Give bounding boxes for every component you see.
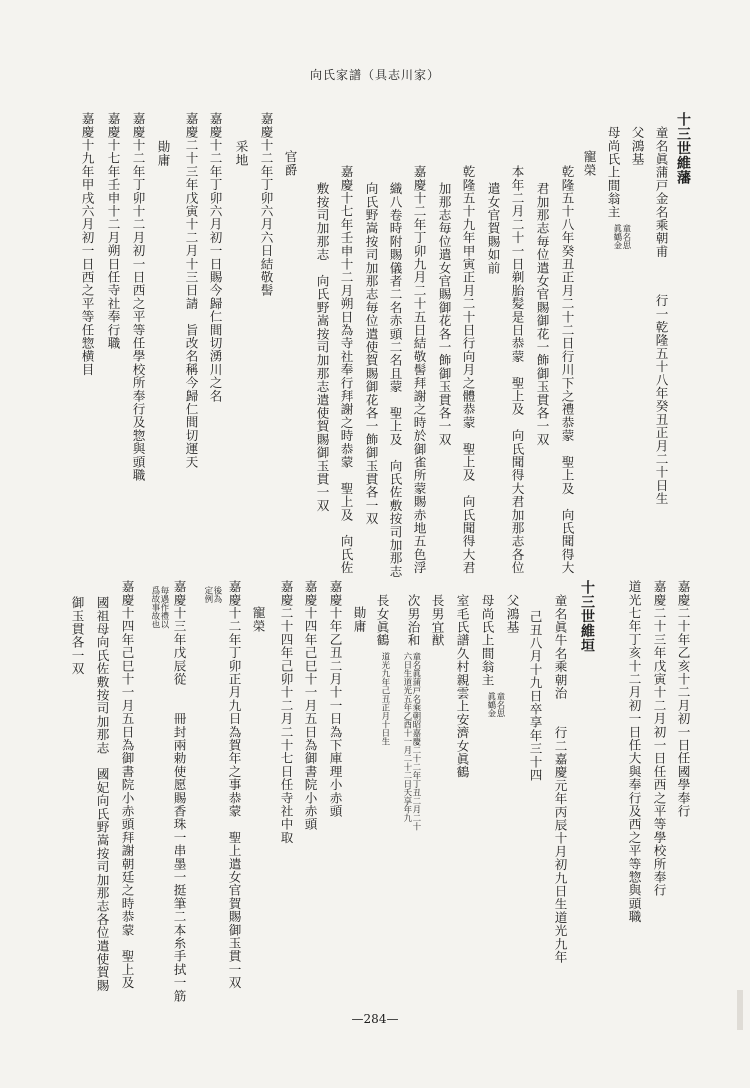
generation-title-weiyuan: 十三世維垣 <box>579 580 595 653</box>
cont-line: 嘉慶二十年乙亥十二月初一日任國學奉行 <box>675 580 691 818</box>
scan-mark <box>737 990 743 1030</box>
k-line: 嘉慶二十四年己卯十二月二十七日任寺社中取 <box>278 580 294 844</box>
c-note: 後為 定例 <box>202 586 222 603</box>
sai-line: 嘉慶十二年丁卯六月初一日賜今歸仁間切湧川之名 <box>207 112 223 403</box>
record-line: 嘉慶十二年丁卯九月二十五日結敬髻拜謝之時於御雀所蒙賜赤地五色浮 <box>411 165 427 575</box>
k-line: 嘉慶十四年己巳十一月五日為御書院小赤頭 <box>302 580 318 831</box>
record-line: 向氏野嵩按司加那志毎位遣使賀賜御花各一飾御玉貫各一双 <box>363 182 379 526</box>
birth-line <box>654 126 667 505</box>
section-kunyou-2: 勛庸 <box>351 606 367 633</box>
c-line: 嘉慶十三年戊辰從 冊封兩勅使愿賜香珠一串墨一挺筆二本糸手拭一筋 <box>171 580 187 1003</box>
birth-date: 行一乾隆五十八年癸丑正月二十日生 <box>653 294 669 506</box>
father-line: 父鴻基 <box>629 126 645 166</box>
birth-line: 童名眞牛名乘朝治 行二嘉慶元年丙辰十月初九日生道光九年 <box>552 594 568 964</box>
record-line: 敷按司加那志 向氏野嵩按司加那志遣使賀賜御玉貫一双 <box>314 182 330 512</box>
record-line: 嘉慶十七年壬申十二月朔日為寺社奉行拜謝之時恭蒙 聖上及 向氏佐 <box>338 165 354 575</box>
daughter-note: 道光九年己丑正月十日生 <box>379 652 390 746</box>
record-line: 遣女官賀賜如前 <box>485 182 501 275</box>
mother-note: 童名思 眞鶴金 <box>611 224 631 250</box>
father-line: 父鴻基 <box>504 594 520 634</box>
cont-line: 嘉慶二十三年戊寅十二月初一日任西之平等學校所奉行 <box>651 580 667 897</box>
c-line: 嘉慶十四年己巳十一月五日為御書院小赤頭拜謝朝廷之時恭蒙 聖上及 <box>119 580 135 990</box>
section-kanshaku: 官爵 <box>282 150 298 177</box>
section-chouei: 寵榮 <box>581 150 597 177</box>
record-line: 乾隆五十八年癸丑正月二十二日行川下之禮恭蒙 聖上及 向氏聞得大 <box>559 165 575 575</box>
cont-line: 道光七年丁亥十二月初一日任大與奉行及西之平等惣與頭職 <box>626 580 642 924</box>
mother-line: 母尚氏上間翁主 <box>479 594 495 687</box>
son2-note: 童名眞蒲戸名乘朝昭嘉慶二十二年丁丑二月二十 六日生道光五年乙酉十一月二十二日夭享年九 <box>401 652 421 831</box>
k-line: 嘉慶十年乙丑二月十一日為下庫理小赤頭 <box>327 580 343 818</box>
record-line: 本年二月二十一日剃胎髪是日恭蒙 聖上及 向氏聞得大君加那志各位 <box>509 165 525 575</box>
kun-line: 嘉慶十二年丁卯十二月初一日西之平等任學校所奉行及惣與頭職 <box>130 112 146 482</box>
son2-line: 次男治和 <box>405 594 421 647</box>
mother-note: 童名思 眞鶴金 <box>485 692 505 718</box>
record-line: 乾隆五十九年甲寅正月二十日行向月之體恭蒙 聖上及 向氏聞得大君 <box>460 165 476 575</box>
sai-line: 嘉慶二十三年戊寅十二月十三日請 旨改名稱今歸仁間切運天 <box>183 112 199 469</box>
wife-line: 室毛氏譜久村親雲上安濟女眞鶴 <box>454 594 470 779</box>
page-number: —284— <box>351 1012 399 1026</box>
daughter-line: 長女眞鶴 <box>374 594 390 647</box>
kun-line: 嘉慶十七年壬申十二月朔日任寺社奉行職 <box>105 112 121 350</box>
record-line: 君加那志毎位遣女官賜御花一飾御玉貫各一双 <box>534 182 550 446</box>
record-line: 加那志毎位遣女官賜御花各一飾御玉貫各一双 <box>436 182 452 446</box>
section-kunyou: 勛庸 <box>155 140 171 167</box>
birth-name: 童名眞蒲戸金名乘朝甫 <box>653 126 669 258</box>
section-chouei-2: 寵榮 <box>250 606 266 633</box>
generation-title-weihan: 十三世維藩 <box>675 112 691 185</box>
record-line: 織八卷時附賜儀者二名赤頭二名且蒙 聖上及 向氏佐敷按司加那志 <box>387 182 403 578</box>
c-line: 國祖母向氏佐敷按司加那志 國妃向氏野嵩按司加那志各位遣使賀賜 <box>94 596 110 992</box>
son-line: 長男宜猷 <box>429 594 445 647</box>
c-note: 毎遇作禮以 爲故事故也 <box>149 586 169 629</box>
death-line: 己丑八月十九日卒享年三十四 <box>527 610 543 782</box>
kun-line: 嘉慶十九年甲戌六月初一日西之平等任惣横目 <box>79 112 95 376</box>
c-line: 嘉慶十二年丁卯正月九日為賀年之事恭蒙 聖上遣女官賀賜御玉貫一双 <box>226 580 242 990</box>
kan-line: 嘉慶十二年丁卯六月六日結敬髻 <box>258 112 274 297</box>
c-line: 御玉貫各一双 <box>69 596 85 676</box>
mother-line: 母尚氏上間翁主 <box>605 126 621 219</box>
section-saichi: 采地 <box>233 140 249 167</box>
running-header: 向氏家譜（具志川家） <box>309 68 440 82</box>
